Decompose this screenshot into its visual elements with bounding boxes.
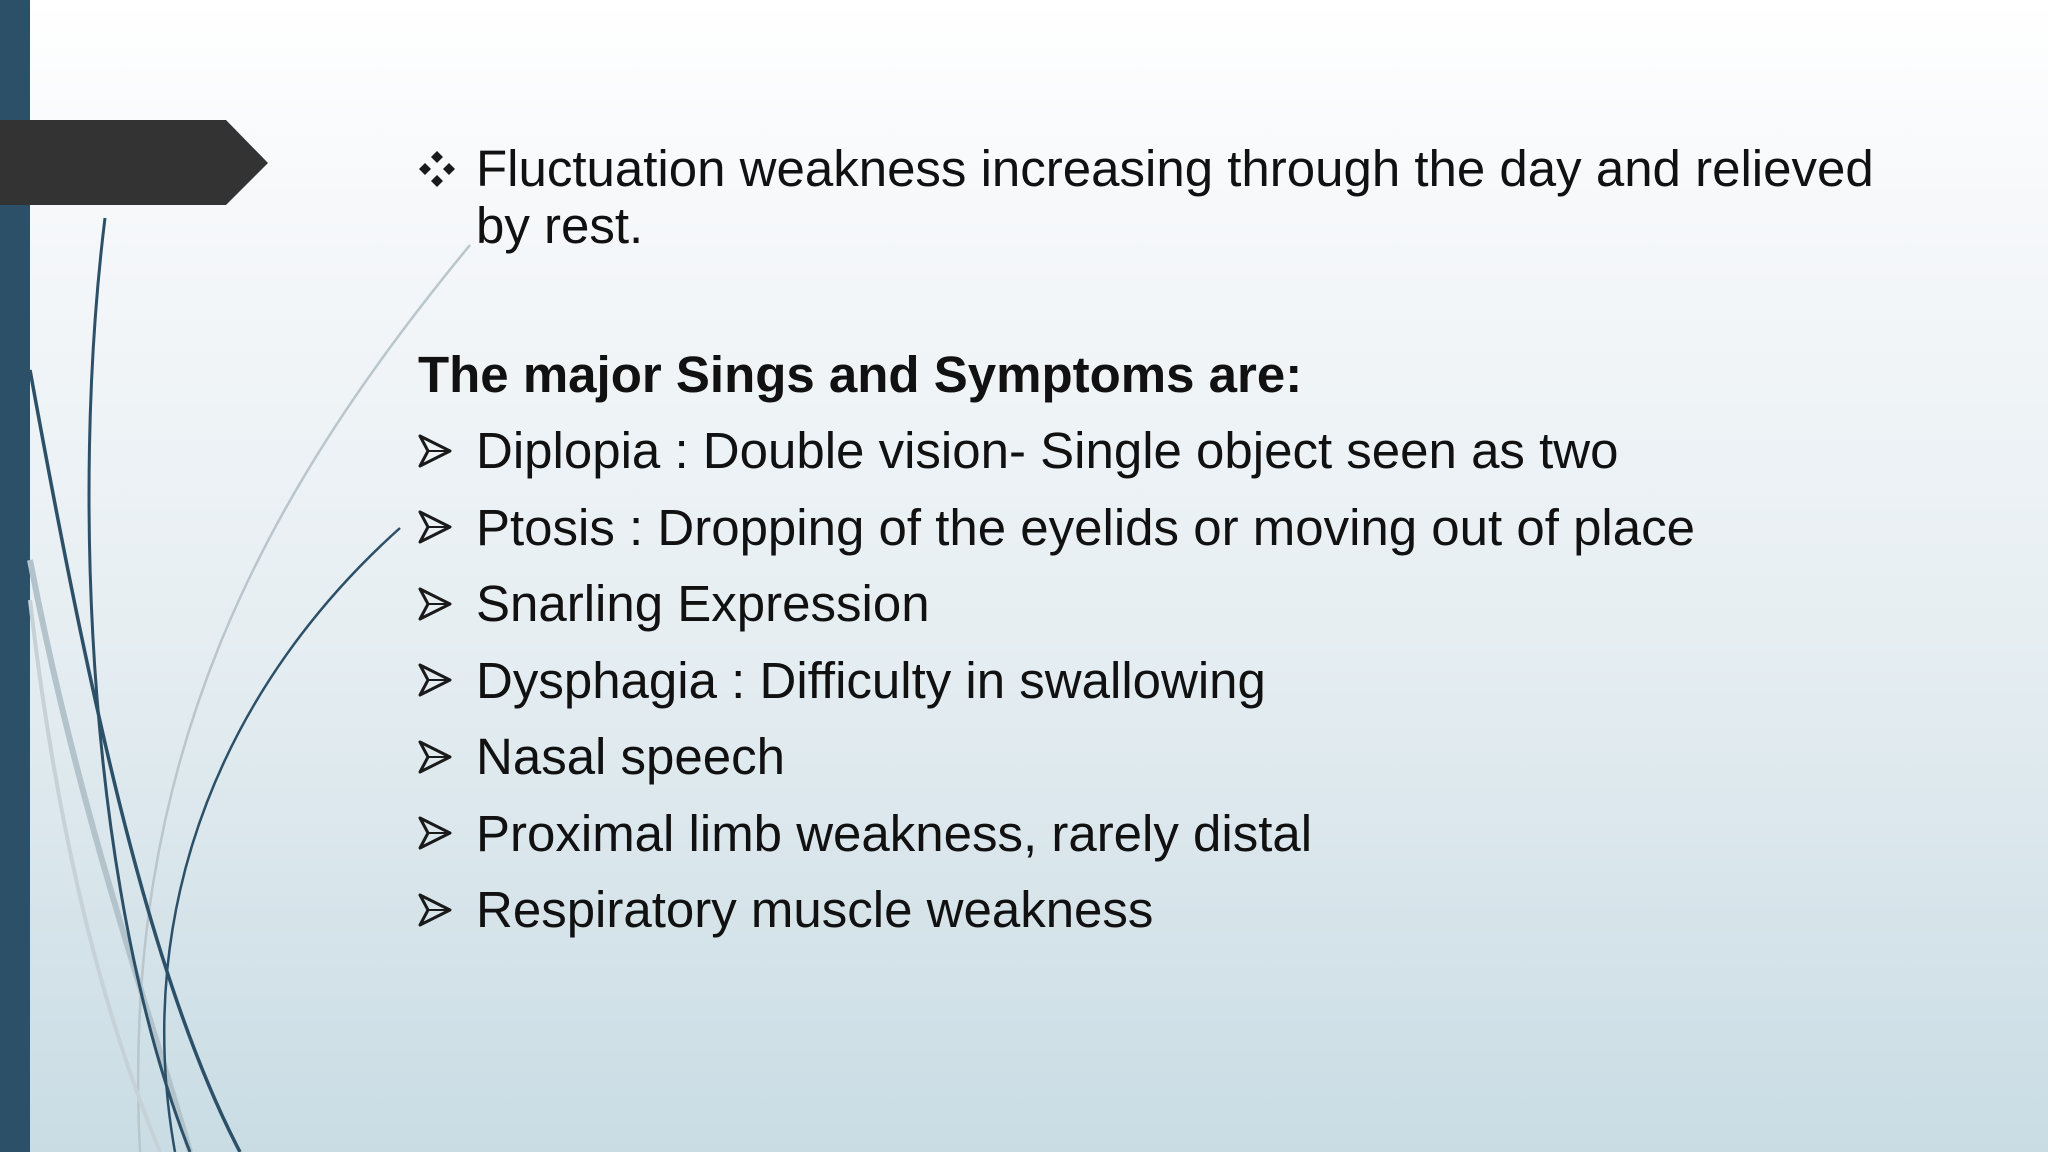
arrowhead-bullet-icon bbox=[418, 652, 476, 709]
list-item bbox=[418, 728, 1918, 785]
list-item-text: Proximal limb weakness, rarely distal bbox=[476, 804, 1313, 862]
slide-body bbox=[418, 140, 1918, 958]
section-heading: The major Sings and Symptoms are: bbox=[418, 346, 1303, 403]
list-item-text: Snarling Expression bbox=[476, 575, 930, 632]
arrowhead-bullet-icon bbox=[418, 499, 476, 556]
list-item bbox=[418, 881, 1918, 938]
list-item-text: Diplopia : Double vision- Single object seen as two bbox=[476, 422, 1619, 479]
arrowhead-bullet-icon bbox=[418, 422, 476, 479]
list-item-text: Nasal speech bbox=[476, 728, 786, 785]
title-tab-shape bbox=[0, 120, 268, 205]
list-item bbox=[418, 805, 1918, 862]
list-item-text: Dysphagia : Difficulty in swallowing bbox=[476, 651, 1266, 709]
arrowhead-bullet-icon bbox=[418, 728, 476, 785]
list-item bbox=[418, 499, 1918, 556]
list-item-text: Ptosis : Dropping of the eyelids or moving out of place bbox=[476, 498, 1695, 556]
arrowhead-bullet-icon bbox=[418, 575, 476, 632]
arrowhead-bullet-icon bbox=[418, 881, 476, 938]
four-diamond-bullet-icon bbox=[418, 140, 476, 197]
decor-curve-dark-2 bbox=[30, 370, 240, 1152]
top-bullet-text: Fluctuation weakness increasing through the day and relieved by rest. bbox=[476, 140, 1874, 254]
list-item bbox=[418, 652, 1918, 709]
list-item bbox=[418, 575, 1918, 632]
list-item-text: Respiratory muscle weakness bbox=[476, 881, 1154, 938]
top-bullet-item bbox=[418, 140, 1918, 254]
list-item bbox=[418, 422, 1918, 479]
symptom-list bbox=[418, 422, 1918, 938]
arrowhead-bullet-icon bbox=[418, 805, 476, 862]
